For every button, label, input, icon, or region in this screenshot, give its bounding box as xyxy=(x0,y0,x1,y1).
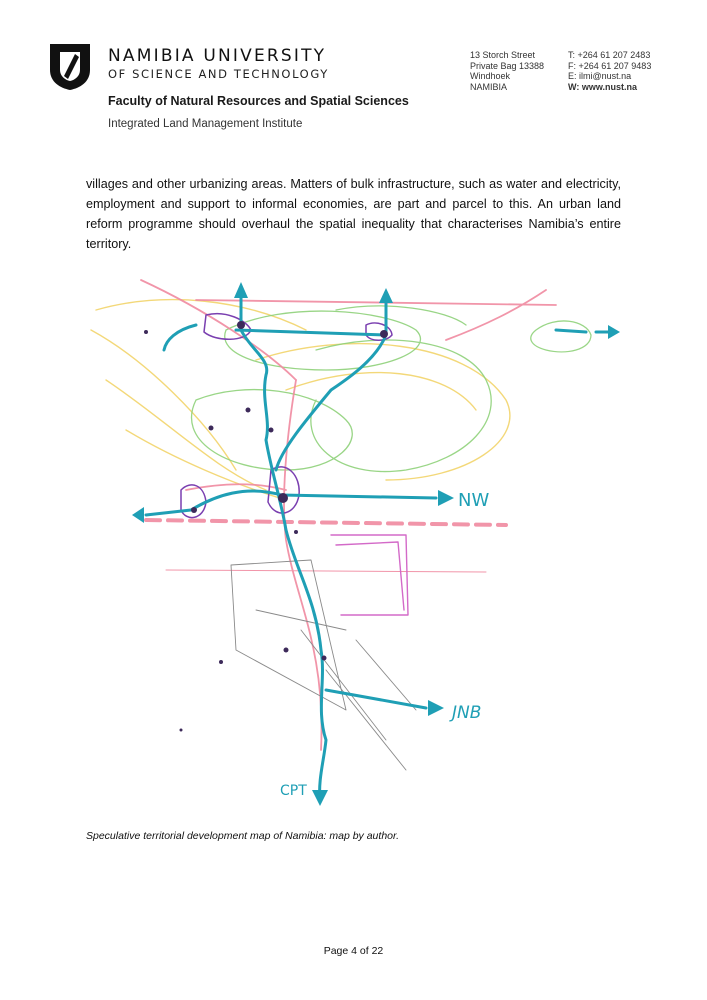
address-line: Windhoek xyxy=(470,71,511,81)
address-line: NAMIBIA xyxy=(470,81,508,92)
address-line: Private Bag 13388 xyxy=(470,60,545,71)
territorial-map-sketch xyxy=(86,270,626,810)
faculty-name: Faculty of Natural Resources and Spatial Sciences xyxy=(108,94,409,108)
university-subtitle: OF SCIENCE AND TECHNOLOGY xyxy=(108,67,329,81)
teal-network xyxy=(146,295,436,800)
yellow-strokes xyxy=(91,300,510,500)
fax: F: +264 61 207 9483 xyxy=(568,60,652,71)
university-name: NAMIBIA UNIVERSITY xyxy=(108,46,327,66)
map-label-cpt: CPT xyxy=(280,783,307,799)
website-link[interactable]: W: www.nust.na xyxy=(568,81,637,92)
address-block xyxy=(470,50,544,92)
map-label-nw: NW xyxy=(458,490,490,511)
east-arrow xyxy=(556,330,611,332)
magenta-box xyxy=(331,535,408,615)
university-logo-icon xyxy=(44,40,96,92)
phone: T: +264 61 207 2483 xyxy=(568,50,651,60)
email: E: ilmi@nust.na xyxy=(568,71,632,81)
institute-name: Integrated Land Management Institute xyxy=(108,118,303,130)
address-line: 13 Storch Street xyxy=(470,50,536,60)
figure-caption: Speculative territorial development map of Namibia: map by author. xyxy=(86,830,400,842)
contact-block xyxy=(568,50,651,92)
body-paragraph: villages and other urbanizing areas. Matters of bulk infrastructure, such as water and electricity, employment and support to informal economies, are part and parcel to this. An urban land reform programme should overhaul the spatial inequality that characterises Namibia’s entire territory. xyxy=(86,177,621,251)
pink-strokes xyxy=(141,280,556,750)
map-label-jnb: JNB xyxy=(452,703,482,723)
page-number: Page 4 of 22 xyxy=(323,945,384,957)
